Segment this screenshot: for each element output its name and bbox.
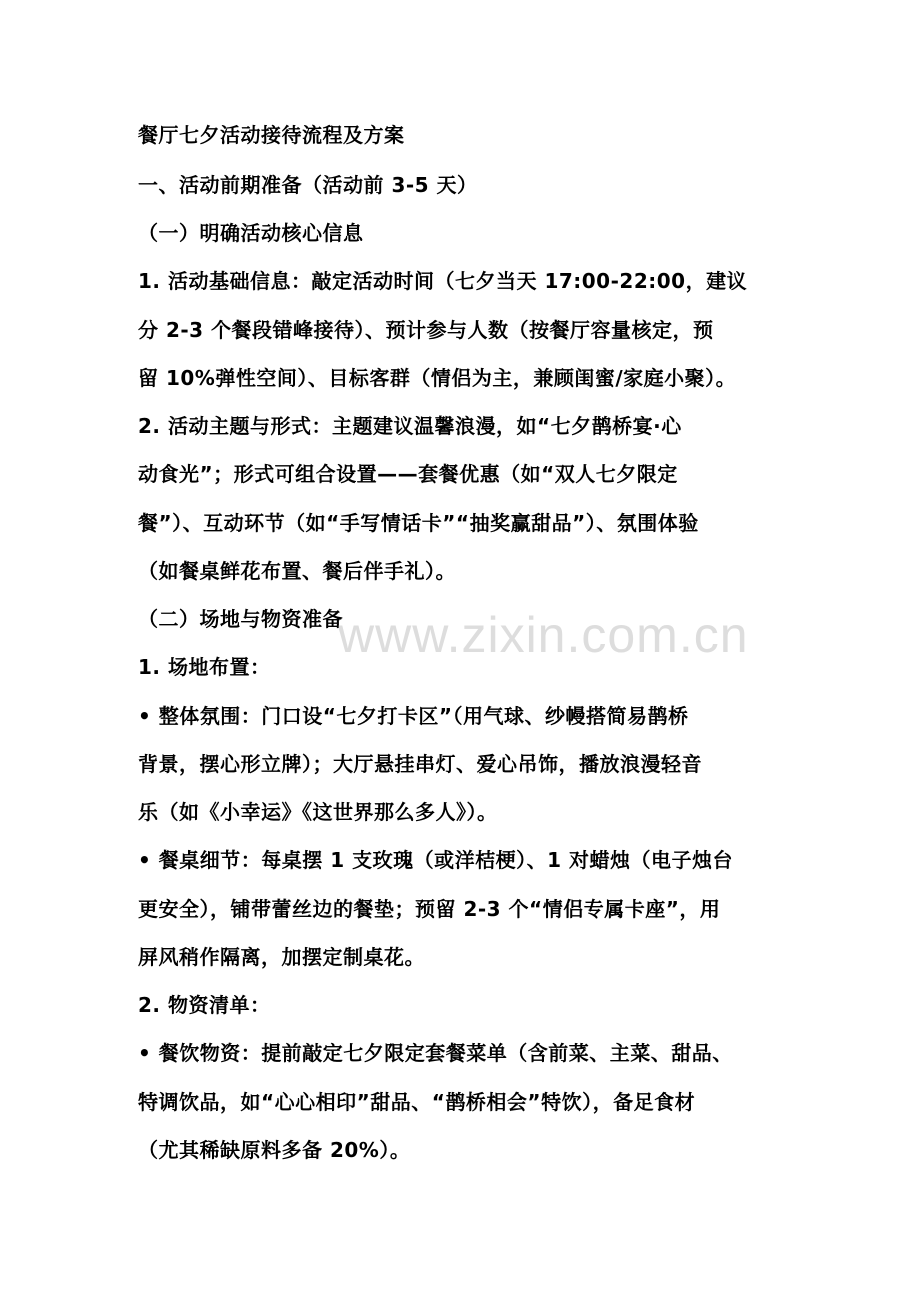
paragraph-line: 餐”）、互动环节（如“手写情话卡”“抽奖赢甜品”）、氛围体验 <box>138 511 699 535</box>
paragraph-line: 特调饮品，如“心心相印”甜品、“鹊桥相会”特饮），备足食材 <box>138 1090 696 1114</box>
paragraph-line: （如餐桌鲜花布置、餐后伴手礼）。 <box>138 559 456 583</box>
paragraph-line: 分 2-3 个餐段错峰接待）、预计参与人数（按餐厅容量核定，预 <box>138 318 714 342</box>
list-heading: 1. 场地布置： <box>138 655 271 679</box>
paragraph-line: 1. 活动基础信息：敲定活动时间（七夕当天 17:00-22:00，建议 <box>138 269 748 293</box>
paragraph-line: 屏风稍作隔离，加摆定制桌花。 <box>138 945 425 969</box>
document-title: 餐厅七夕活动接待流程及方案 <box>138 123 405 147</box>
section-heading: 一、活动前期准备（活动前 3-5 天） <box>138 173 478 197</box>
bullet-line: • 餐桌细节：每桌摆 1 支玫瑰（或洋桔梗）、1 对蜡烛（电子烛台 <box>138 848 733 872</box>
watermark: www.zixin.com.cn <box>338 607 749 663</box>
subsection-heading: （二）场地与物资准备 <box>138 607 343 631</box>
list-heading: 2. 物资清单： <box>138 993 271 1017</box>
paragraph-line: 留 10%弹性空间）、目标客群（情侣为主，兼顾闺蜜/家庭小聚）。 <box>138 366 737 390</box>
subsection-heading: （一）明确活动核心信息 <box>138 221 364 245</box>
paragraph-line: 动食光”；形式可组合设置——套餐优惠（如“双人七夕限定 <box>138 462 678 486</box>
bullet-line: • 整体氛围：门口设“七夕打卡区”（用气球、纱幔搭简易鹊桥 <box>138 704 689 728</box>
paragraph-line: 更安全），铺带蕾丝边的餐垫；预留 2-3 个“情侣专属卡座”，用 <box>138 897 721 921</box>
paragraph-line: 背景，摆心形立牌）；大厅悬挂串灯、爱心吊饰，播放浪漫轻音 <box>138 752 702 776</box>
paragraph-line: （尤其稀缺原料多备 20%）。 <box>138 1138 411 1162</box>
paragraph-line: 2. 活动主题与形式：主题建议温馨浪漫，如“七夕鹊桥宴·心 <box>138 414 682 438</box>
paragraph-line: 乐（如《小幸运》《这世界那么多人》）。 <box>138 800 498 824</box>
bullet-line: • 餐饮物资：提前敲定七夕限定套餐菜单（含前菜、主菜、甜品、 <box>138 1041 733 1065</box>
